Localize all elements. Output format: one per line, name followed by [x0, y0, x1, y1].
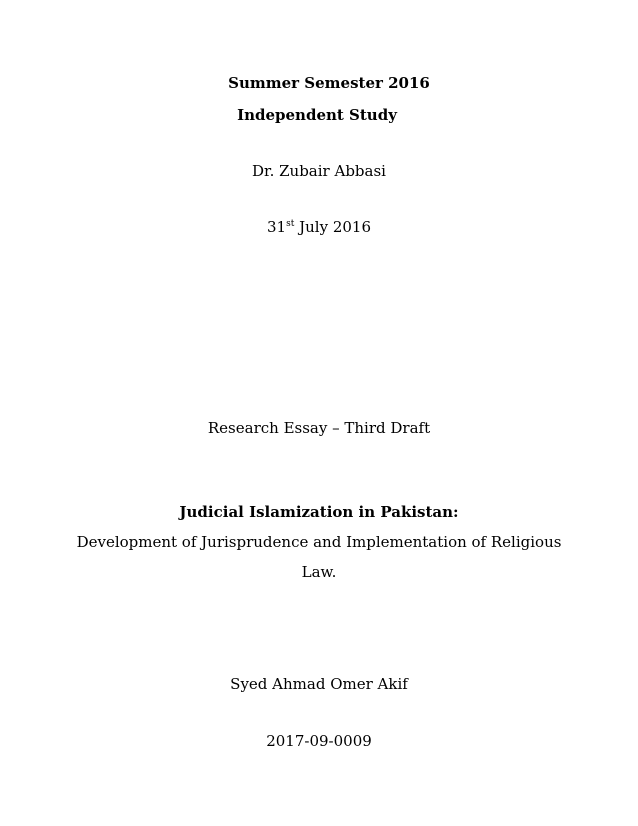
- date-suffix: st: [286, 219, 295, 229]
- author-name: Syed Ahmad Omer Akif: [230, 675, 408, 693]
- submission-date: [0, 217, 638, 237]
- student-id: 2017-09-0009: [266, 732, 372, 750]
- instructor-name: Dr. Zubair Abbasi: [252, 162, 386, 180]
- course-heading: Independent Study: [237, 106, 397, 124]
- essay-title: Judicial Islamization in Pakistan:: [179, 503, 459, 521]
- semester-heading: Summer Semester 2016: [228, 74, 430, 92]
- essay-subtitle-line2: Law.: [301, 563, 337, 581]
- essay-type: Research Essay – Third Draft: [207, 419, 431, 437]
- date-day: 31: [267, 218, 287, 236]
- essay-subtitle-line1: Development of Jurisprudence and Implementation of Religious: [76, 533, 562, 551]
- date-rest: July 2016: [294, 218, 371, 236]
